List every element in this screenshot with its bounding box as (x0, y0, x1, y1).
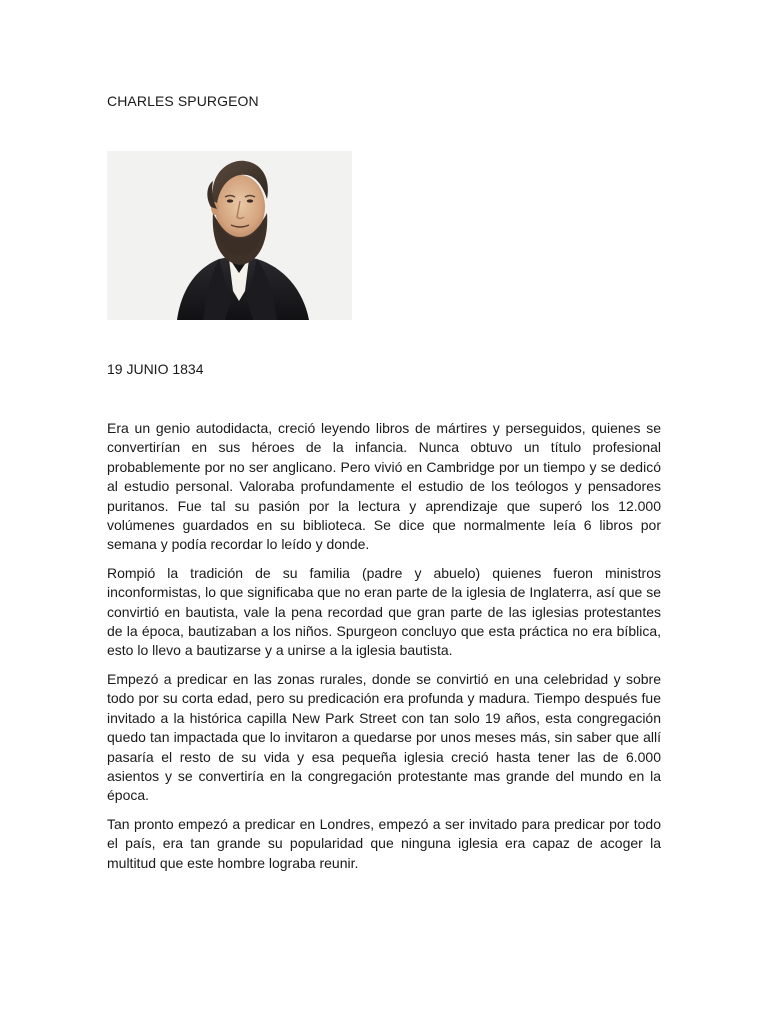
paragraph: Era un genio autodidacta, creció leyendo libros de mártires y perseguidos, quienes se convertirían en sus héroes de la infancia. Nunca obtuvo un título profesional probablemente por no ser anglicano. Pero vivió en Cambridge por un tiempo y se dedicó al estudio personal. Valoraba profundamente el estudio de los teólogos y pensadores puritanos. Fue tal su pasión por la lectura y aprendizaje que superó los 12.000 volúmenes guardados en su biblioteca. Se dice que normalmente leía 6 libros por semana y podía recordar lo leído y donde. (107, 420, 661, 553)
portrait-image (107, 151, 352, 320)
paragraph: Empezó a predicar en las zonas rurales, donde se convirtió en una celebridad y sobre todo por su corta edad, pero su predicación era profunda y madura. Tiempo después fue invitado a la histórica capilla New Park Street con tan solo 19 años, esta congregación quedo tan impactada que lo invitaron a quedarse por unos meses más, sin saber que allí pasaría el resto de su vida y esa pequeña iglesia creció hasta tener las de 6.000 asientos y se convertiría en la congregación protestante mas grande del mundo en la época. (107, 670, 661, 804)
paragraph: Tan pronto empezó a predicar en Londres, empezó a ser invitado para predicar por todo el país, era tan grande su popularidad que ninguna iglesia era capaz de acoger la multitud que este hombre lograba reunir. (107, 815, 661, 871)
date-line: 19 JUNIO 1834 (107, 361, 204, 377)
document-title: CHARLES SPURGEON (107, 93, 259, 109)
body-text (107, 419, 661, 882)
paragraph: Rompió la tradición de su familia (padre y abuelo) quienes fueron ministros inconformistas, lo que significaba que no eran parte de la iglesia de Inglaterra, así que se convirtió en bautista, vale la pena recordad que gran parte de las iglesias protestantes de la época, bautizaban a los niños. Spurgeon concluyo que esta práctica no era bíblica, esto lo llevo a bautizarse y a unirse a la iglesia bautista. (107, 564, 661, 659)
